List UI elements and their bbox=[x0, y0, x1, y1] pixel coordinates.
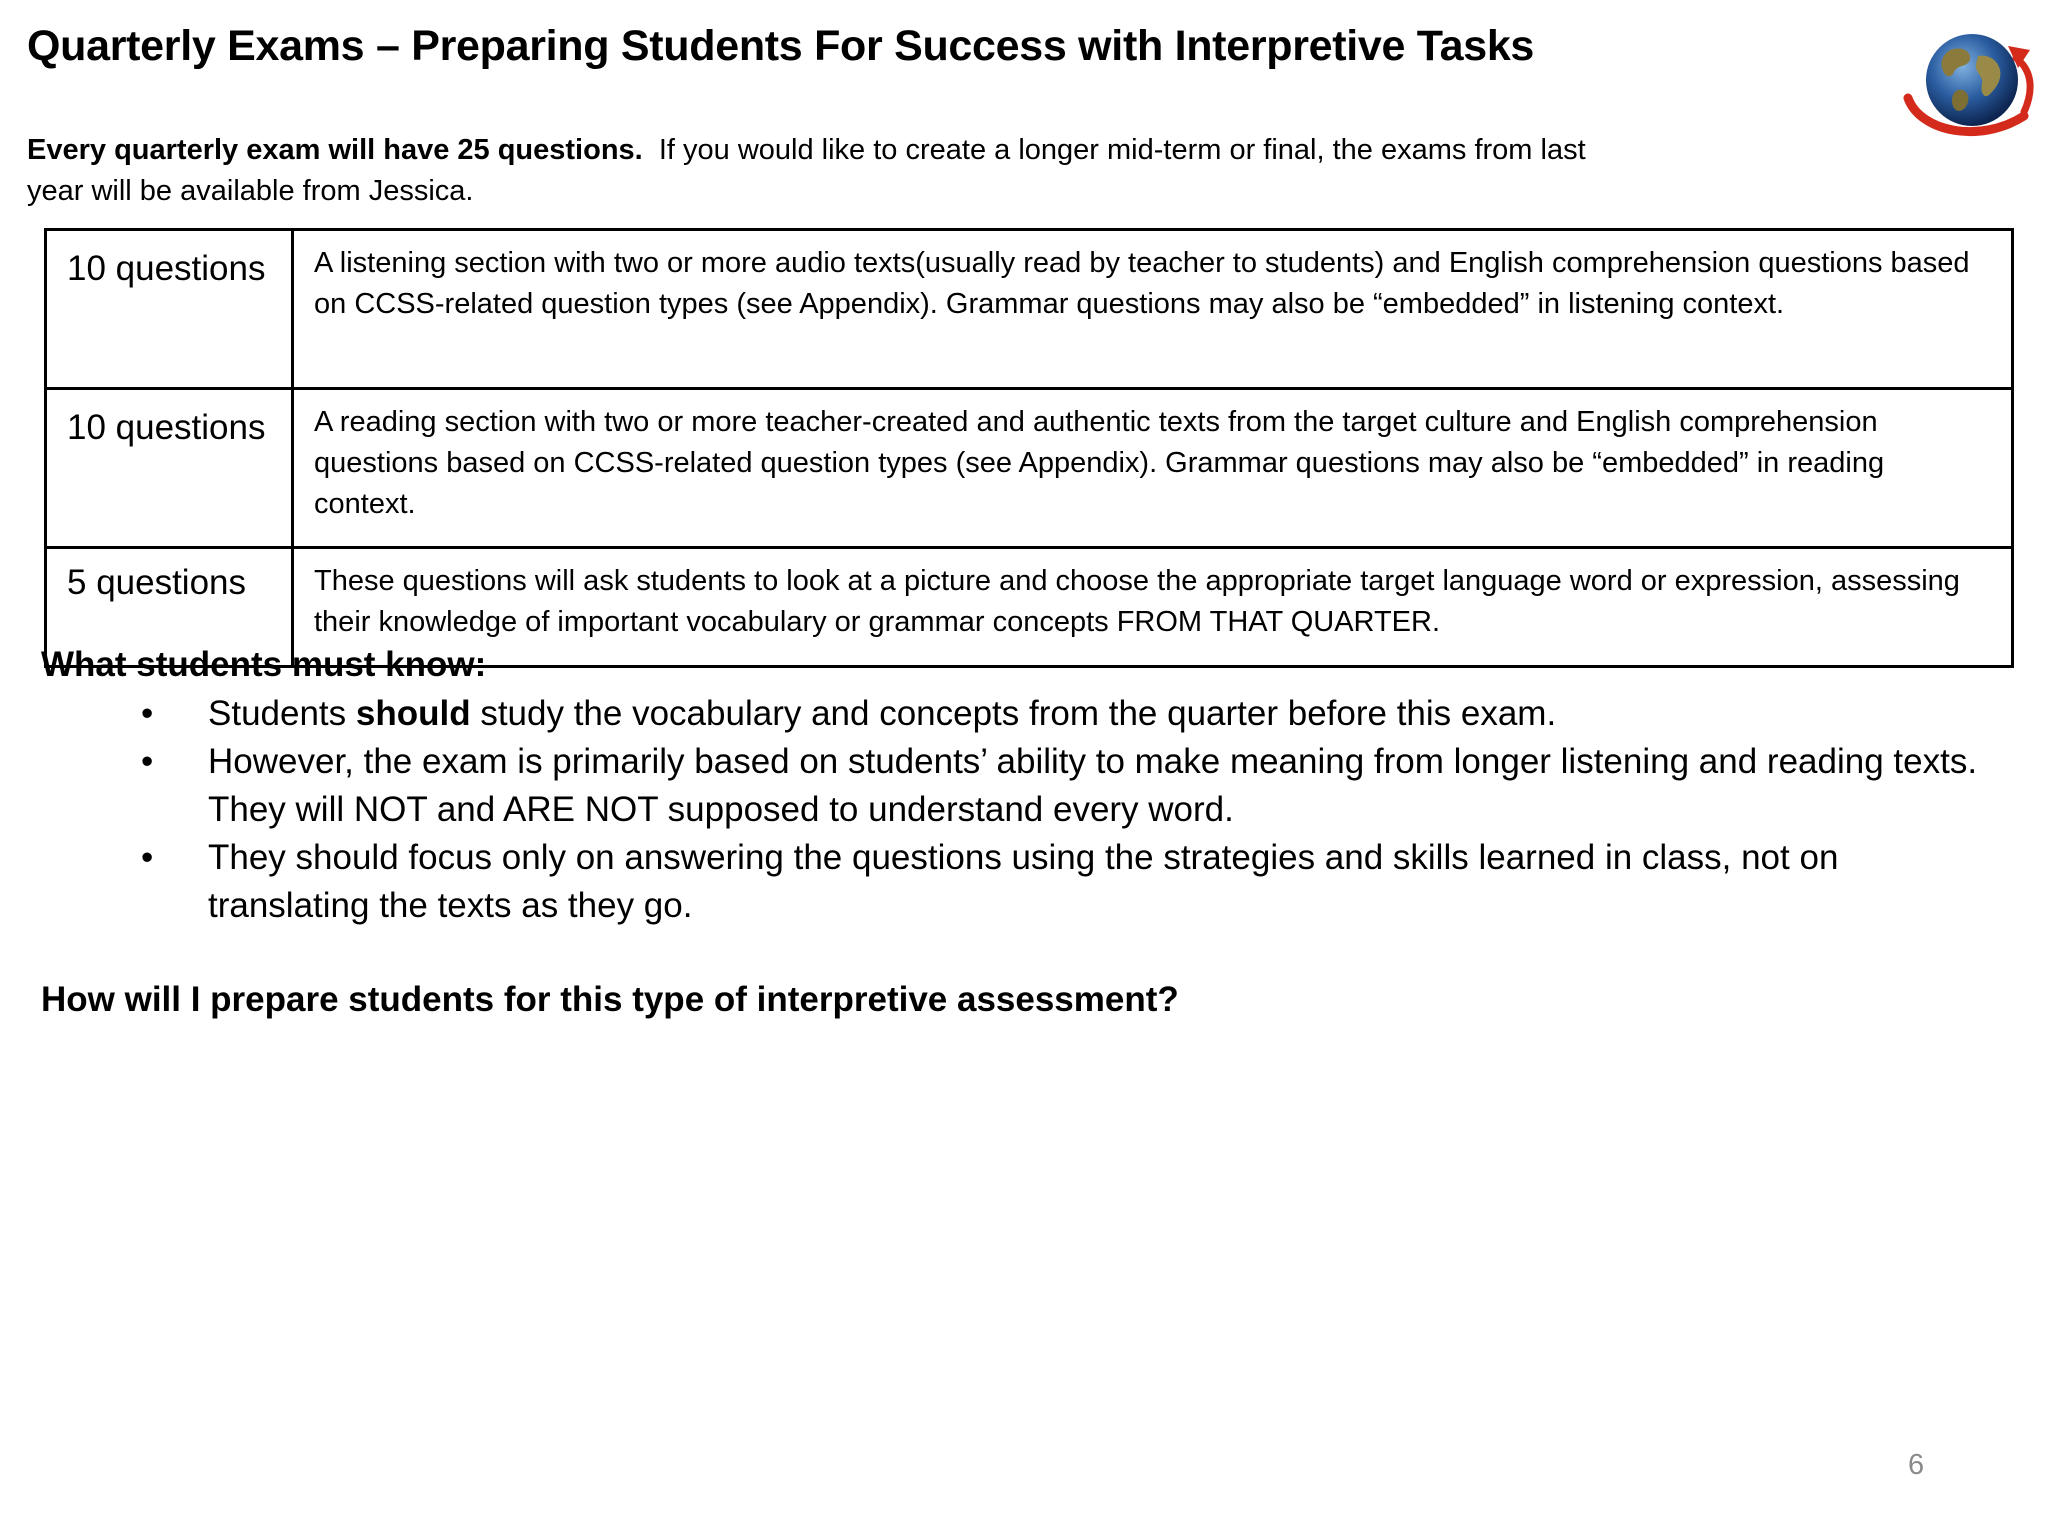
list-item-text: They should focus only on answering the questions using the strategies and skills learned in class, not on translating the texts as they go. bbox=[208, 838, 1839, 925]
requirements-list bbox=[141, 690, 2001, 930]
globe-logo-icon bbox=[1900, 28, 2048, 146]
question-count-cell: 10 questions bbox=[46, 230, 293, 389]
slide-title: Quarterly Exams – Preparing Students For Success with Interpretive Tasks bbox=[27, 22, 1535, 70]
list-item bbox=[141, 690, 2001, 738]
bullet-icon: • bbox=[141, 742, 154, 781]
question-count-cell: 5 questions bbox=[46, 548, 293, 667]
bullet-icon: • bbox=[141, 838, 154, 877]
table-row bbox=[46, 389, 2013, 548]
intro-text: If you would like to create a longer mid-term or final, the exams from last year will be available from Jessica. bbox=[27, 134, 1586, 207]
page-number: 6 bbox=[1908, 1449, 1925, 1481]
intro-bold-text: Every quarterly exam will have 25 questions. bbox=[27, 134, 643, 166]
list-item-text: However, the exam is primarily based on students’ ability to make meaning from longer listening and reading texts. They will NOT and ARE NOT supposed to understand every word. bbox=[208, 742, 1978, 829]
what-students-must-know-heading: What students must know: bbox=[41, 645, 487, 684]
table-row bbox=[46, 230, 2013, 389]
list-item-text: study the vocabulary and concepts from the quarter before this exam. bbox=[470, 694, 1557, 733]
intro-paragraph bbox=[27, 130, 1607, 212]
list-item bbox=[141, 738, 2001, 834]
bullet-icon: • bbox=[141, 694, 154, 733]
exam-structure-table bbox=[44, 228, 2014, 668]
preparation-question-heading: How will I prepare students for this type of interpretive assessment? bbox=[41, 980, 1179, 1019]
list-item-emphasis: should bbox=[355, 694, 471, 733]
section-description-cell: A reading section with two or more teacher-created and authentic texts from the target culture and English comprehension questions based on CCSS-related question types (see Appendix). Grammar questions may also be “embedded” in reading context. bbox=[293, 389, 2013, 548]
question-count-cell: 10 questions bbox=[46, 389, 293, 548]
list-item-text: Students bbox=[208, 694, 356, 733]
list-item bbox=[141, 834, 2001, 930]
section-description-cell: These questions will ask students to look at a picture and choose the appropriate target language word or expression, assessing their knowledge of important vocabulary or grammar concepts FROM THAT QUARTER. bbox=[293, 548, 2013, 667]
section-description-cell: A listening section with two or more audio texts(usually read by teacher to students) and English comprehension questions based on CCSS-related question types (see Appendix). Grammar questions may also be “embedded” in listening context. bbox=[293, 230, 2013, 389]
